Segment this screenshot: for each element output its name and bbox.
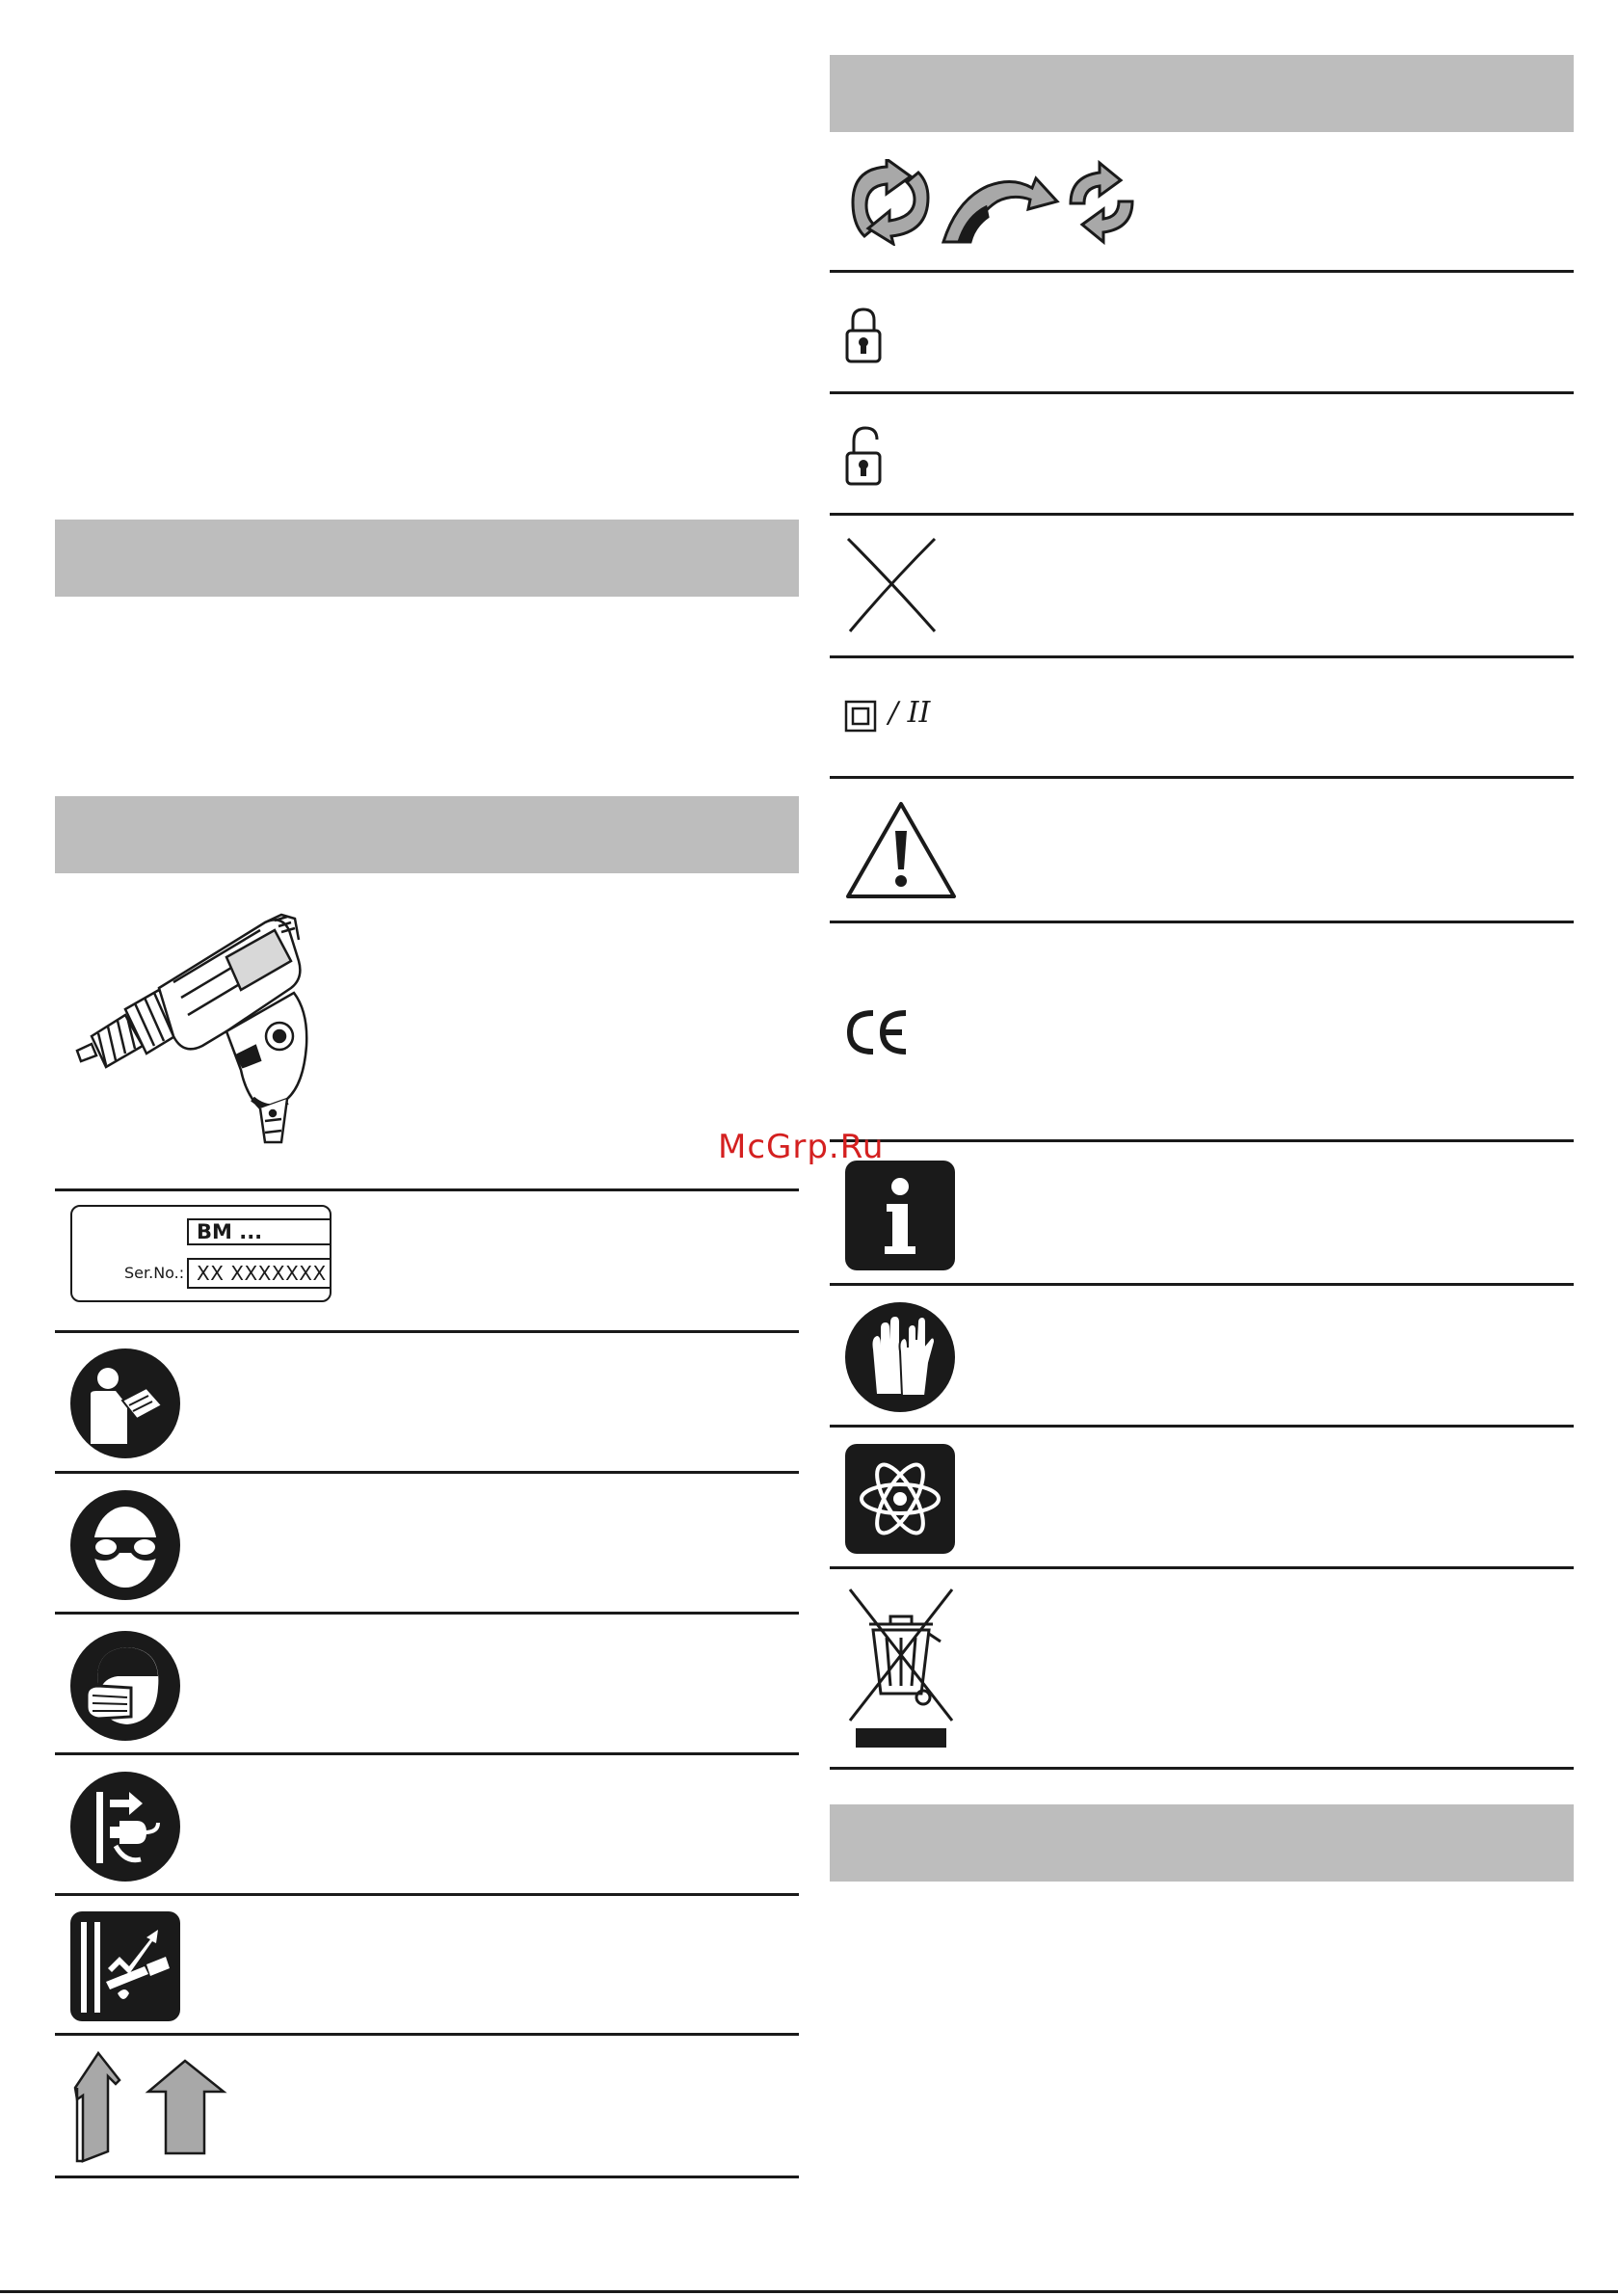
wear-gloves-icon: [844, 1301, 956, 1413]
divider: [830, 1566, 1574, 1569]
atom-icon: [844, 1443, 956, 1555]
divider: [55, 2033, 799, 2036]
protection-class-label: / II: [889, 696, 931, 730]
divider: [830, 1767, 1574, 1770]
divider: [830, 921, 1574, 923]
section-header-bar-3: [830, 55, 1574, 132]
crossed-bin-icon: [844, 1586, 958, 1749]
divider: [55, 1612, 799, 1615]
not-allowed-cross-icon: [844, 535, 941, 635]
rotation-direction-icon: [843, 159, 1147, 246]
watermark-text: McGrp.Ru: [718, 1128, 885, 1166]
padlock-open-icon: [844, 424, 887, 486]
read-manual-icon: [69, 1348, 181, 1459]
unplug-icon: [69, 1771, 181, 1882]
serial-label: Ser.No.:: [124, 1264, 185, 1282]
divider: [830, 513, 1574, 516]
warning-triangle-icon: [844, 800, 958, 900]
ce-mark-icon: [844, 1007, 912, 1057]
up-arrows-icon: [69, 2049, 233, 2165]
divider: [55, 1471, 799, 1474]
section-header-bar-4: [830, 1804, 1574, 1882]
footer-line: [0, 2290, 1618, 2293]
section-header-bar-1: [55, 520, 799, 597]
divider: [55, 1752, 799, 1755]
divider: [830, 391, 1574, 394]
information-icon: [844, 1160, 956, 1271]
hidden-cables-icon: [69, 1910, 181, 2022]
divider: [830, 1139, 1574, 1142]
serial-field: XX XXXXXXX: [187, 1258, 332, 1289]
drill-image-icon: [67, 901, 347, 1157]
nameplate: [70, 1205, 332, 1302]
padlock-closed-icon: [844, 307, 883, 364]
model-field: BM ...: [187, 1218, 332, 1245]
divider: [830, 1283, 1574, 1286]
divider: [55, 1330, 799, 1333]
divider: [55, 1893, 799, 1896]
divider: [830, 270, 1574, 273]
section-header-bar-2: [55, 796, 799, 873]
divider: [55, 2176, 799, 2178]
divider: [830, 1425, 1574, 1428]
divider: [830, 776, 1574, 779]
divider: [830, 655, 1574, 658]
divider: [55, 1188, 799, 1191]
wear-goggles-icon: [69, 1489, 181, 1601]
protection-class-2-icon: [844, 700, 877, 733]
wear-dust-mask-icon: [69, 1630, 181, 1742]
